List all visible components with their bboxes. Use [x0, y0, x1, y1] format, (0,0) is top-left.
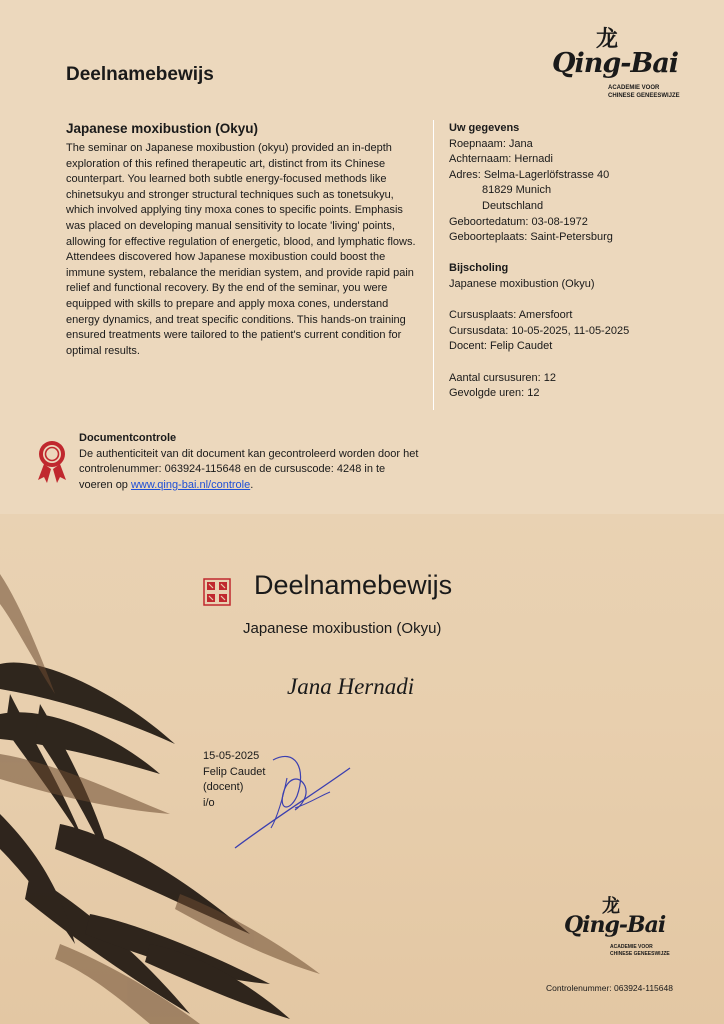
documentcontrole-label: Documentcontrole — [79, 432, 177, 444]
handwritten-signature — [225, 748, 365, 858]
detail-roepnaam: Roepnaam: Jana — [449, 137, 533, 150]
detail-aantal-uren: Aantal cursusuren: 12 — [449, 371, 557, 384]
logo-sub2: CHINESE GENEESWIJZE — [608, 93, 680, 99]
detail-geboortedatum: Geboortedatum: 03-08-1972 — [449, 215, 588, 228]
detail-cursusplaats: Cursusplaats: Amersfoort — [449, 309, 573, 322]
logo-glyph: 龙 — [596, 26, 619, 52]
qing-bai-logo — [550, 22, 680, 112]
course-title: Japanese moxibustion (Okyu) — [66, 121, 259, 136]
detail-gevolgde-uren: Gevolgde uren: 12 — [449, 387, 540, 400]
issue-date: 15-05-2025 — [203, 750, 260, 762]
logo-sub1: ACADEMIE VOOR — [608, 85, 660, 91]
logo-glyph-bottom: 龙 — [602, 896, 620, 917]
details-label: Uw gegevens — [449, 122, 520, 134]
detail-adres: Adres: Selma-Lagerlöfstrasse 40 — [449, 168, 610, 181]
signer-io: i/o — [203, 796, 215, 809]
signer-name: Felip Caudet — [203, 765, 266, 778]
logo-sub1-bottom: ACADEMIE VOOR — [610, 944, 653, 950]
control-number: Controlenummer: 063924-115648 — [546, 983, 673, 993]
detail-adres-city: 81829 Munich — [482, 184, 552, 197]
red-seal-stamp — [203, 578, 231, 606]
bijscholing-label: Bijscholing — [449, 262, 509, 275]
documentcontrole-end: . — [250, 478, 254, 491]
control-link[interactable]: www.qing-bai.nl/controle — [130, 478, 251, 491]
qing-bai-logo-bottom — [562, 892, 682, 972]
detail-bijscholing: Japanese moxibustion (Okyu) — [449, 277, 595, 290]
participant-details — [449, 121, 709, 402]
column-divider — [433, 120, 434, 410]
detail-achternaam: Achternaam: Hernadi — [449, 153, 553, 166]
detail-adres-country: Deutschland — [482, 199, 544, 212]
logo-sub2-bottom: CHINESE GENEESWIJZE — [610, 951, 670, 957]
signer-role: (docent) — [203, 781, 244, 794]
course-description: The seminar on Japanese moxibustion (okyu) provided an in-depth exploration of this refined therapeutic art, distinct from its Chinese counterpart. You learned both subtle energy-focused methods like chinetsukyu and stronger structural techniques such as tonetsukyu, which involved applying tiny moxa cones to specific points. Emphasis was placed on developing manual sensitivity to locate 'living' points, allowing for effective regulation of energetic, blood, and lymphatic flows. Attendees discovered how Japanese moxibustion could boost the immune system, rebalance the meridian system, and provide rapid pain relief and functional recovery. By the end of the seminar, you were equipped with skills to prepare and apply moxa cones, understand energy dynamics, and treat specific conditions. This hands-on training ensured treatments were tailored to the patient's current condition for optimal results. — [66, 142, 416, 357]
certificate-course: Japanese moxibustion (Okyu) — [243, 620, 442, 637]
document-control — [79, 431, 419, 493]
detail-docent: Docent: Felip Caudet — [449, 340, 553, 353]
logo-name-bottom: Qing-Bai — [564, 912, 666, 938]
certificate-page — [0, 514, 724, 1024]
participant-name: Jana Hernadi — [287, 674, 415, 699]
documentcontrole-text: De authenticiteit van dit document kan gecontroleerd worden door het controlenummer: 063924-115648 en de cursuscode: 4248 in te voeren op — [79, 447, 419, 491]
detail-cursusdata: Cursusdata: 10-05-2025, 11-05-2025 — [449, 324, 630, 337]
certificate-title: Deelnamebewijs — [254, 570, 453, 600]
award-ribbon-icon — [34, 438, 70, 484]
detail-geboorteplaats: Geboorteplaats: Saint-Petersburg — [449, 231, 613, 244]
page-title: Deelnamebewijs — [66, 64, 214, 85]
logo-name: Qing-Bai — [552, 48, 679, 79]
